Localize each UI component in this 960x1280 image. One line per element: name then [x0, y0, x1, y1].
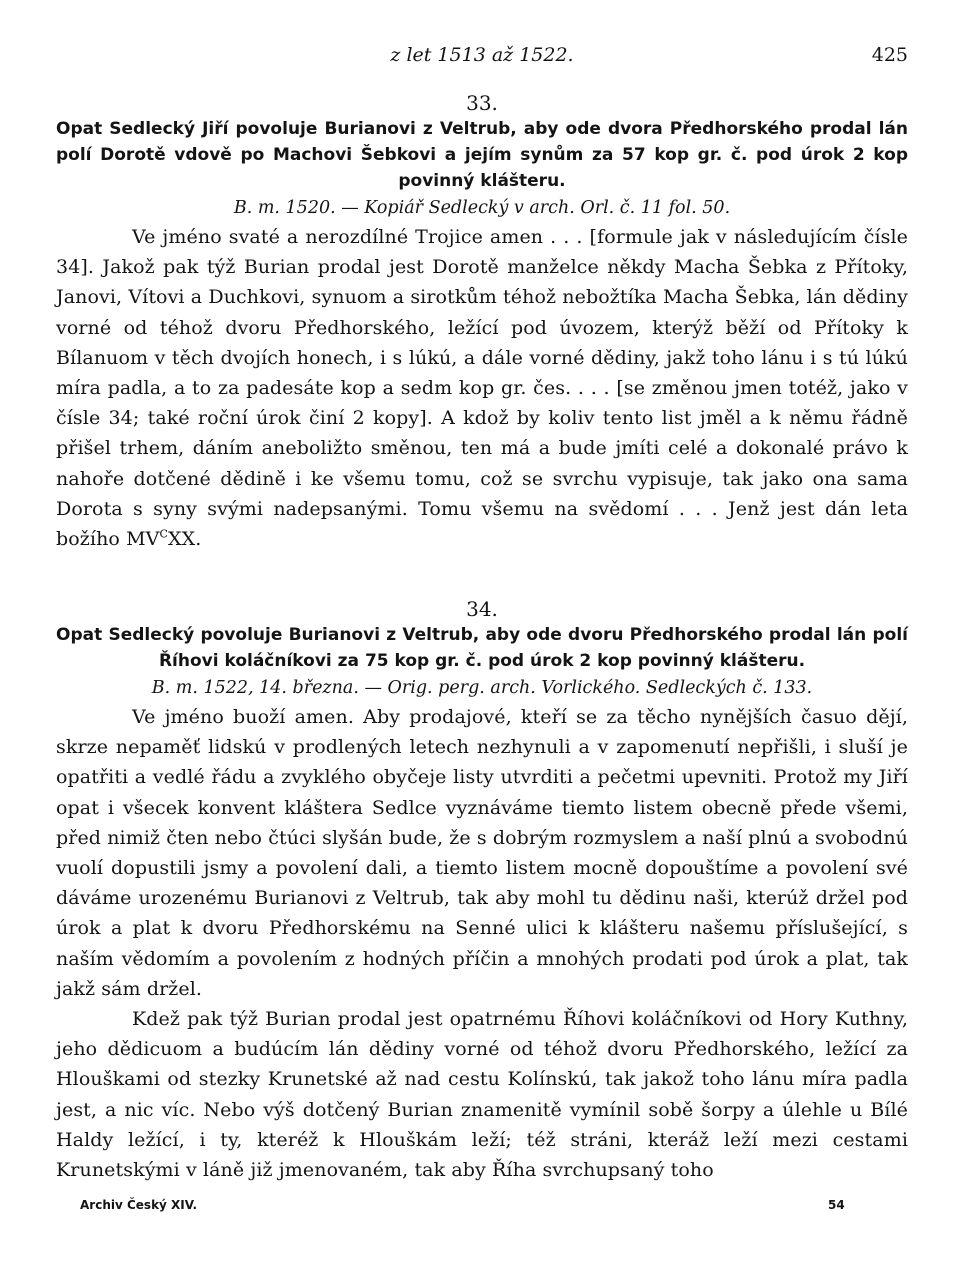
- body-paragraph: Ve jméno buoží amen. Aby prodajové, kteří se za těcho nynějších časuo dějí, skrze nepaměť lidskú v prodlených letech nezhynuli a v zapomenutí nepřišli, i sluší je opatřiti a vedlé řádu a zvyklého obyčeje listy utvrditi a pečetmi upevniti. Protož my Jiří opat i všecek konvent kláštera Sedlce vyznáváme tiemto listem obecně přede všemi, před nimiž čten nebo čtúci slyšán bude, že s dobrým rozmyslem a naší plnú a svobodnú vuolí dopustili jsmy a povolení dali, a tiemto listem mocně dopouštíme a povolení své dáváme urozenému Burianovi z Veltrub, tak aby mohl tu dědinu naši, kterúž držel pod úrok a plat k dvoru Předhorskému na Senné ulici k klášteru našemu příslušející, s naším vědomím a povolením z hodných příčin a mnohých prodati pod úrok a plat, tak jakž sám držel.: [56, 706, 908, 1000]
- page-number: 425: [871, 44, 908, 66]
- paragraph-text: Ve jméno svaté a nerozdílné Trojice amen . . . [formule jak v následujícím čísle 34]. Jakož pak týž Burian prodal jest Dorotě manželce někdy Macha Šebka z Přítoky, Janovi, Vítovi a Duchkovi, synuom a sirotkům téhož nebožtíka Macha Šebka, lán dědiny vorné od téhož dvoru Předhorského, ležící pod úvozem, kterýž běží od Přítoky k Bílanuom v těch dvojích honech, i s lúkú, a dále vorné dědiny, jakž toho lánu i s tú lúkú míra padla, a to za padesáte kop a sedm kop gr. čes. . . . [se změnou jmen totéž, jako v čísle 34; také roční úrok činí 2 kopy]. A kdož by koliv tento list jměl a k němu řádně přišel trhem, dáním aneboližto směnou, ten má a bude jmíti celé a dokonalé právo k nahoře dotčené dědině i ke všemu tomu, což se svrchu vypisuje, tak jako ona sama Dorota s syny svými nadepsanými. Tomu všemu na svědomí . . . Jenž jest dán leta božího MV: [56, 226, 908, 551]
- document-33: [56, 90, 908, 554]
- page-footer: [56, 1198, 908, 1218]
- document-34: [56, 596, 908, 1185]
- document-number: 33.: [466, 91, 498, 115]
- footer-signature: Archiv Český XIV.: [80, 1198, 198, 1212]
- body-paragraph: Kdež pak týž Burian prodal jest opatrnému Říhovi koláčníkovi od Hory Kuthny, jeho dědicuom a budúcím lán dědiny vorné od téhož dvoru Předhorského, ležící za Hlouškami od stezky Krunetské až nad cestu Kolínskú, tak jakož toho lánu míra padla jest, a nic víc. Nebo výš dotčený Burian znamenitě vymínil sobě šorpy a úlehle u Bílé Haldy ležící, i ty, kteréž k Hlouškám leží; též stráni, kteráž leží mezi cestami Krunetskými v láně již jmenovaném, tak aby Říha svrchupsaný toho: [56, 1008, 908, 1182]
- source-note: B. m. 1520. — Kopiář Sedlecký v arch. Orl. č. 11 fol. 50.: [233, 198, 731, 218]
- document-summary: Opat Sedlecký Jiří povoluje Burianovi z Veltrub, aby ode dvora Předhorského prodal lán polí Dorotě vdově po Machovi Šebkovi a jejím synům za 57 kop gr. č. pod úrok 2 kop povinný klášteru.: [56, 119, 908, 191]
- document-summary: Opat Sedlecký povoluje Burianovi z Veltrub, aby ode dvoru Předhorského prodal lán polí Říhovi koláčníkovi za 75 kop gr. č. pod úrok 2 kop povinný klášteru.: [56, 625, 908, 671]
- paragraph-text-end: XX.: [168, 528, 202, 551]
- superscript: C: [159, 527, 169, 541]
- source-note: B. m. 1522, 14. března. — Orig. perg. arch. Vorlického. Sedleckých č. 133.: [151, 678, 813, 698]
- document-number: 34.: [466, 597, 498, 621]
- sheet-number: 54: [828, 1198, 845, 1212]
- running-title: z let 1513 až 1522.: [390, 44, 574, 66]
- running-head: [56, 44, 908, 72]
- body-paragraph: [56, 222, 908, 554]
